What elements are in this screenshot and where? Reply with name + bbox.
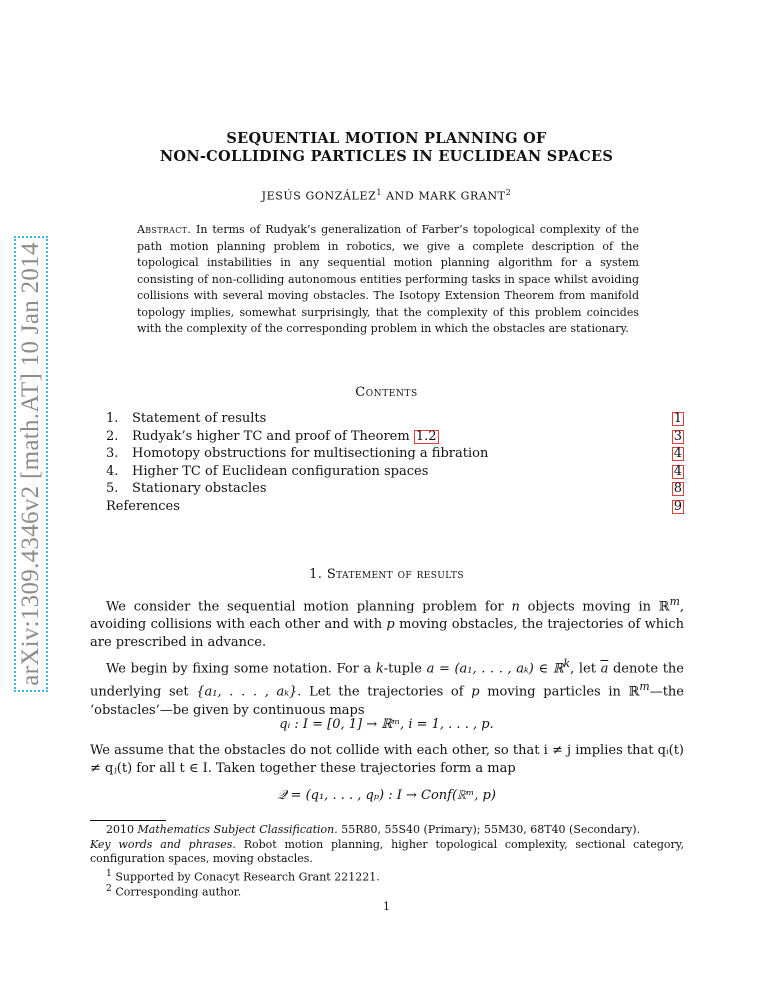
abstract-label: Abstract.	[137, 223, 192, 236]
toc-number: 2.	[106, 428, 119, 444]
arxiv-stamp-text: arXiv:1309.4346v2 [math.AT] 10 Jan 2014	[17, 242, 44, 686]
text: Mathematics Subject Classification.	[137, 823, 338, 836]
toc-title-text: Rudyak’s higher TC and proof of Theorem	[132, 428, 414, 444]
text: denote the underlying set	[90, 661, 684, 700]
toc-item[interactable]	[106, 445, 684, 463]
math-expr: a = (a₁, . . . , aₖ) ∈ ℝ	[426, 661, 564, 677]
paragraph: We assume that the obstacles do not collide with each other, so that i ≠ j implies that qᵢ(t) ≠ qⱼ(t) for all t ∈ I. Taken together these trajectories form a map	[90, 743, 684, 776]
footnote-msc	[90, 823, 684, 837]
equation: 𝒬 = (q₁, . . . , qₚ) : I → Conf(ℝᵐ, p)	[277, 788, 496, 803]
text: We begin by fixing some notation. For a	[106, 661, 376, 677]
toc-page-link[interactable]: 1	[673, 411, 682, 426]
math-var: p	[471, 684, 480, 700]
math-var: m	[639, 680, 650, 694]
author-2-mark: 2	[505, 188, 512, 197]
text: , avoiding collisions with each other and with	[90, 599, 684, 633]
toc-title	[132, 428, 439, 446]
toc-title: Higher TC of Euclidean configuration spaces	[132, 463, 429, 479]
toc-item[interactable]	[106, 463, 684, 481]
toc-page-link[interactable]: 3	[673, 428, 682, 444]
text: -tuple	[383, 661, 427, 677]
theorem-link[interactable]: 1.2	[415, 428, 437, 444]
math-var: p	[386, 617, 395, 633]
toc-page-link[interactable]: 9	[673, 498, 682, 514]
footnote-keywords	[90, 838, 684, 866]
toc-title: References	[106, 498, 180, 514]
title-line-1: SEQUENTIAL MOTION PLANNING OF	[226, 130, 547, 147]
toc-number: 1.	[106, 411, 119, 426]
footnote-rule	[90, 820, 166, 821]
author-1: JESÚS GONZÁLEZ	[261, 189, 377, 203]
toc-page-link[interactable]: 4	[673, 446, 682, 462]
toc-number: 4.	[106, 463, 119, 479]
math-var: k	[375, 661, 384, 677]
author-2: MARK GRANT	[418, 189, 506, 203]
table-of-contents	[106, 410, 684, 516]
toc-item[interactable]	[106, 428, 684, 446]
toc-item[interactable]	[106, 498, 684, 516]
toc-title: Homotopy obstructions for multisectioning a fibration	[132, 446, 489, 462]
authors-and: AND	[382, 189, 419, 203]
abstract-text: In terms of Rudyak’s generalization of Farber’s topological complexity of the path motion planning problem in robotics, we give a complete description of the topological instabilities in any sequential motion planning algorithm for a system consisting of non-colliding autonomous entities performing tasks in space whilst avoiding collisions with several moving obstacles. The Isotopy Extension Theorem from manifold topology implies, somewhat surprisingly, that the complexity of this problem coincides with the complexity of the corresponding problem in which the obstacles are stationary.	[137, 223, 639, 335]
paragraph	[90, 655, 684, 720]
abstract	[137, 222, 639, 338]
text: moving particles in ℝ	[479, 684, 640, 700]
text: Supported by Conacyt Research Grant 221221.	[111, 870, 380, 884]
text: objects moving in ℝ	[519, 599, 670, 615]
math-var: k	[563, 657, 571, 670]
math-var: n	[511, 599, 520, 615]
footnote-mark: 2	[106, 883, 112, 894]
footnote-2	[90, 882, 684, 900]
toc-number: 3.	[106, 446, 119, 462]
section-heading: 1. Statement of results	[309, 567, 464, 582]
toc-number: 5.	[106, 481, 119, 497]
toc-title: Statement of results	[132, 411, 267, 426]
author-1-mark: 1	[376, 188, 383, 197]
title-line-2: NON-COLLIDING PARTICLES IN EUCLIDEAN SPACES	[159, 148, 614, 165]
text: 55R80, 55S40 (Primary); 55M30, 68T40 (Secondary).	[337, 823, 641, 836]
footnote-mark: 1	[106, 868, 112, 879]
text: Corresponding author.	[111, 885, 242, 899]
text: Key words and phrases.	[90, 838, 236, 851]
toc-item[interactable]	[106, 480, 684, 498]
math-var: m	[669, 595, 680, 608]
equation: qᵢ : I = [0, 1] → ℝᵐ, i = 1, . . . , p.	[279, 717, 494, 732]
toc-page-link[interactable]: 4	[673, 463, 682, 479]
authors	[100, 188, 673, 203]
contents-heading: Contents	[355, 385, 418, 400]
page-number: 1	[383, 900, 390, 913]
toc-item[interactable]	[106, 410, 684, 428]
paragraph	[90, 593, 684, 652]
toc-title: Stationary obstacles	[132, 481, 267, 497]
text: —the ‘obstacles’—be given by continuous maps	[90, 684, 684, 718]
text: moving obstacles, the trajectories of which are prescribed in advance.	[90, 617, 684, 651]
math-expr: {a₁, . . . , aₖ}	[196, 684, 298, 700]
toc-page-link[interactable]: 8	[673, 481, 682, 497]
math-var: $\overline{a}$	[600, 661, 609, 677]
text: . Let the trajectories of	[297, 684, 472, 700]
text: We consider the sequential motion planning problem for	[106, 599, 512, 615]
arxiv-stamp[interactable]	[14, 236, 48, 692]
text: , let	[570, 661, 601, 677]
paper-title	[100, 130, 673, 166]
text: 2010	[106, 823, 138, 836]
text: Robot motion planning, higher topological complexity, sectional category, configuration spaces, moving obstacles.	[90, 838, 685, 865]
